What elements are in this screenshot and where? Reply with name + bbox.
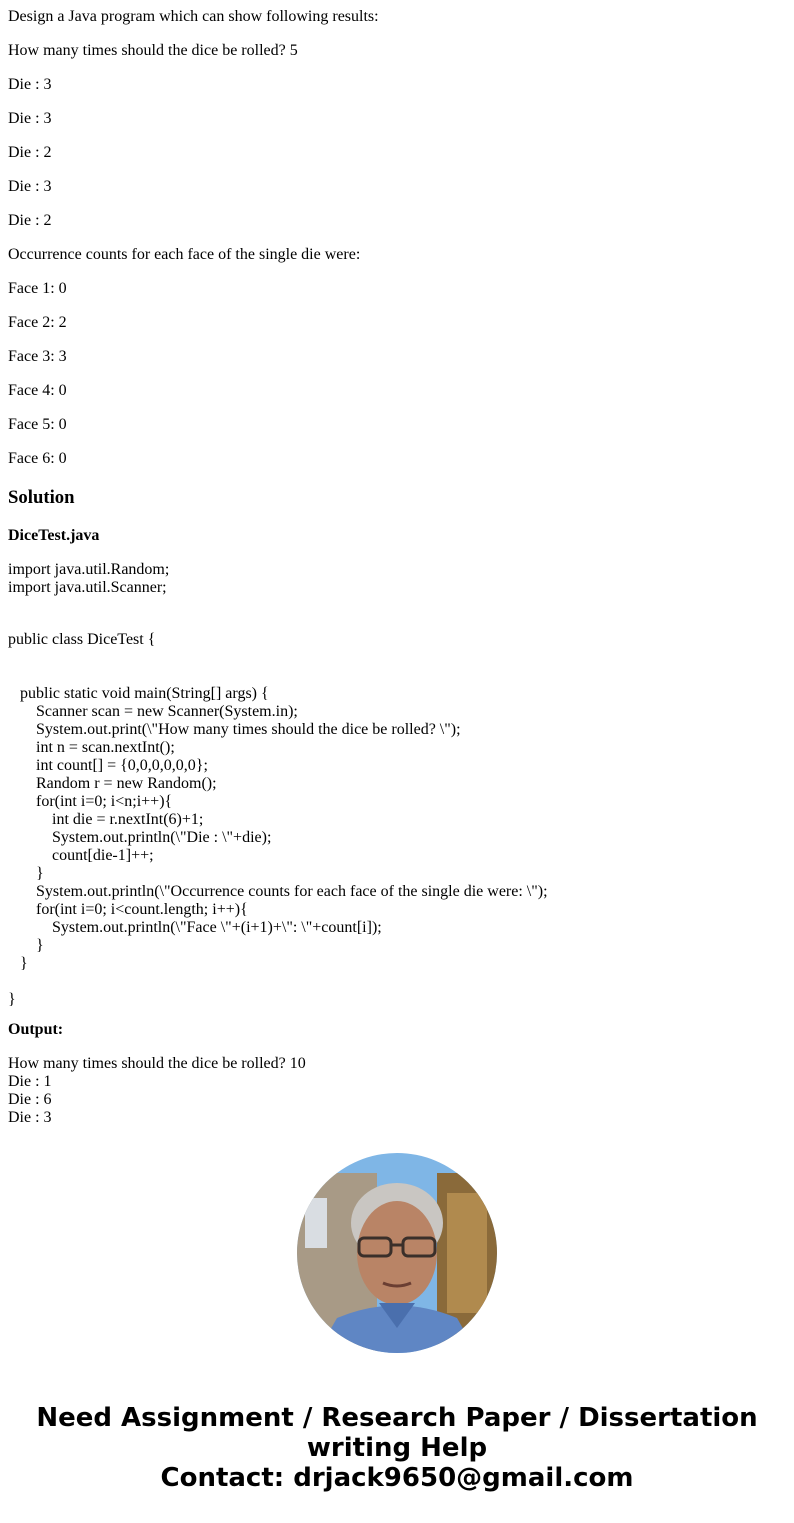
code-line: count[die-1]++;	[8, 847, 154, 864]
code-line: }	[8, 955, 28, 972]
code-line: import java.util.Random;	[8, 561, 170, 578]
question-line: Die : 3	[8, 76, 52, 93]
banner-line: Need Assignment / Research Paper / Dissertation	[36, 1403, 758, 1433]
code-line: public static void main(String[] args) {	[8, 685, 269, 702]
code-line: for(int i=0; i<count.length; i++){	[8, 901, 248, 918]
question-line: How many times should the dice be rolled? 5	[8, 42, 298, 59]
code-line: System.out.print(\"How many times should the dice be rolled? \");	[8, 721, 461, 738]
output-line: How many times should the dice be rolled? 10	[8, 1055, 306, 1072]
code-line: }	[8, 991, 16, 1008]
output-line: Die : 6	[8, 1091, 52, 1108]
output-line: Die : 3	[8, 1109, 52, 1126]
question-line: Face 2: 2	[8, 314, 67, 331]
question-line: Face 3: 3	[8, 348, 67, 365]
question-line: Die : 2	[8, 144, 52, 161]
solution-heading: Solution	[8, 487, 75, 508]
code-line: int die = r.nextInt(6)+1;	[8, 811, 204, 828]
banner-line: writing Help	[306, 1433, 488, 1463]
question-line: Die : 3	[8, 178, 52, 195]
question-line: Face 1: 0	[8, 280, 67, 297]
code-line: int n = scan.nextInt();	[8, 739, 175, 756]
output-line: Die : 1	[8, 1073, 52, 1090]
question-line: Occurrence counts for each face of the single die were:	[8, 246, 361, 263]
code-line: public class DiceTest {	[8, 631, 156, 648]
code-line: System.out.println(\"Die : \"+die);	[8, 829, 272, 846]
code-line: }	[8, 865, 44, 882]
code-line: Random r = new Random();	[8, 775, 217, 792]
question-intro: Design a Java program which can show following results:	[8, 8, 379, 25]
author-photo	[297, 1153, 497, 1353]
code-line: Scanner scan = new Scanner(System.in);	[8, 703, 298, 720]
code-line: }	[8, 937, 44, 954]
solution-filename: DiceTest.java	[8, 527, 100, 544]
question-line: Face 5: 0	[8, 416, 67, 433]
code-line: System.out.println(\"Occurrence counts for each face of the single die were: \");	[8, 883, 548, 900]
portrait-image	[297, 1153, 497, 1353]
code-line: import java.util.Scanner;	[8, 579, 167, 596]
question-line: Die : 2	[8, 212, 52, 229]
contact-email: Contact: drjack9650@gmail.com	[160, 1463, 634, 1493]
contact-banner	[0, 1403, 794, 1493]
code-line: System.out.println(\"Face \"+(i+1)+\": \"+count[i]);	[8, 919, 382, 936]
code-line: int count[] = {0,0,0,0,0,0};	[8, 757, 208, 774]
question-line: Face 6: 0	[8, 450, 67, 467]
question-line: Die : 3	[8, 110, 52, 127]
question-line: Face 4: 0	[8, 382, 67, 399]
output-label: Output:	[8, 1021, 64, 1038]
code-line: for(int i=0; i<n;i++){	[8, 793, 173, 810]
